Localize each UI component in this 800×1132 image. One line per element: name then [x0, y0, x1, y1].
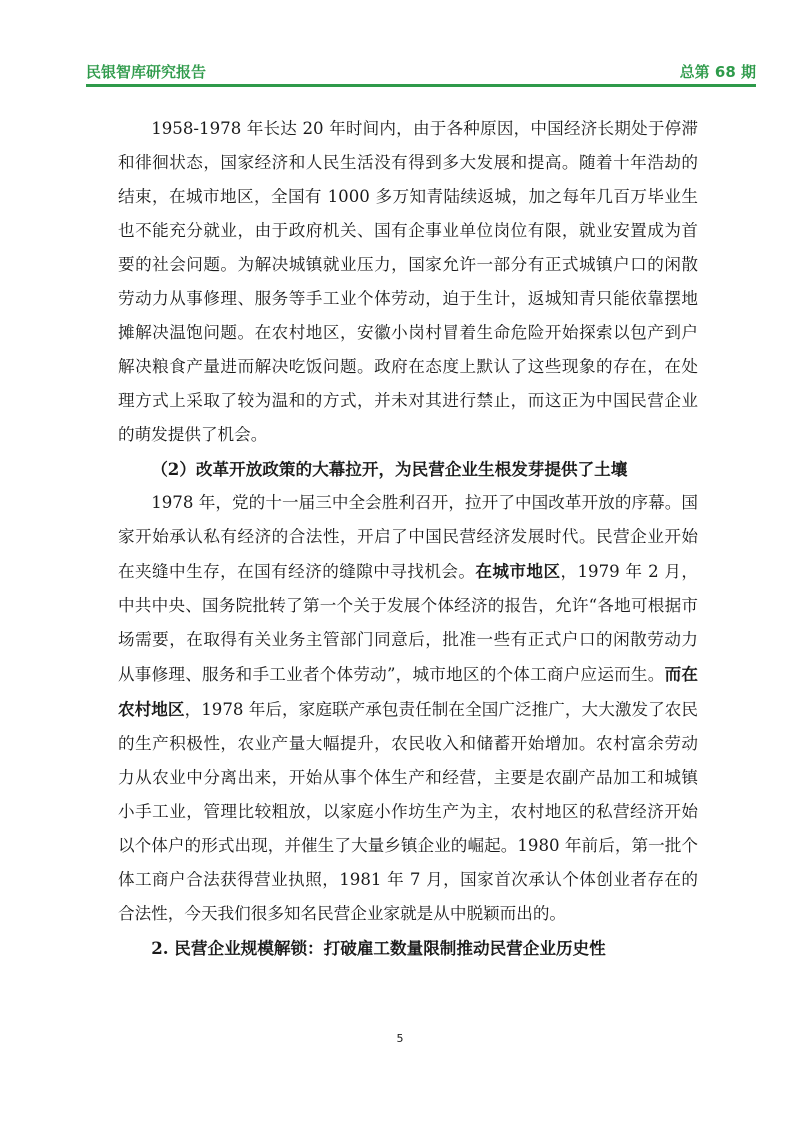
emphasis-urban-areas: 在城市地区	[475, 561, 561, 581]
paragraph-background: 1958-1978 年长达 20 年时间内，由于各种原因，中国经济长期处于停滞和徘徊状态，国家经济和人民生活没有得到多大发展和提高。随着十年浩劫的结束，在城市地区，全国有 1000 多万知青陆续返城，加之每年几百万毕业生也不能充分就业，由于政府机关、国有企事业单位岗位有限，就业安置成为首要的社会问题。为解决城镇就业压力，国家允许一部分有正式城镇户口的闲散劳动力从事修理、服务等手工业个体劳动，迫于生计，返城知青只能依靠摆地摊解决温饱问题。在农村地区，安徽小岗村冒着生命危险开始探索以包产到户解决粮食产量进而解决吃饭问题。政府在态度上默认了这些现象的存在，在处理方式上采取了较为温和的方式，并未对其进行禁止，而这正为中国民营企业的萌发提供了机会。	[118, 119, 698, 444]
header-divider	[86, 84, 756, 87]
paragraph-reform-rural: ，1978 年后，家庭联产承包责任制在全国广泛推广，大大激发了农民的生产积极性，农业产量大幅提升，农民收入和储蓄开始增加。农村富余劳动力从农业中分离出来，开始从事个体生产和经营，主要是农副产品加工和城镇小手工业，管理比较粗放，以家庭小作坊生产为主，农村地区的私营经济开始以个体户的形式出现，并催生了大量乡镇企业的崛起。1980 年前后，第一批个体工商户合法获得营业执照，1981 年 7 月，国家首次承认个体创业者存在的合法性，今天我们很多知名民营企业家就是从中脱颖而出的。	[118, 700, 698, 923]
section-heading-reform: （2）改革开放政策的大幕拉开，为民营企业生根发芽提供了土壤	[151, 459, 628, 479]
paragraph-reform	[118, 486, 698, 931]
paragraph-reform-intro: 1978 年，党的十一届三中全会胜利召开，拉开了中国改革开放的序幕。国家开始承认私有经济的合法性，开启了中国民营经济发展时代。民营企业开始在夹缝中生存，在国有经济的缝隙中寻找机会。	[118, 493, 698, 581]
page-number: 5	[396, 1032, 404, 1045]
report-series-title: 民银智库研究报告	[86, 63, 207, 81]
paragraph-reform-urban: ，1979 年 2 月，中共中央、国务院批转了第一个关于发展个体经济的报告，允许“各地可根据市场需要，在取得有关业务主管部门同意后，批准一些有正式户口的闲散劳动力从事修理、服务和手工业者个体劳动”，城市地区的个体工商户应运而生。	[118, 562, 698, 684]
document-body	[118, 112, 698, 965]
page-header	[86, 56, 756, 82]
section-heading-scale: 2. 民营企业规模解锁：打破雇工数量限制推动民营企业历史性	[151, 938, 606, 958]
emphasis-rural-areas: 而在农村地区	[118, 664, 698, 719]
issue-number: 总第 68 期	[679, 63, 756, 81]
